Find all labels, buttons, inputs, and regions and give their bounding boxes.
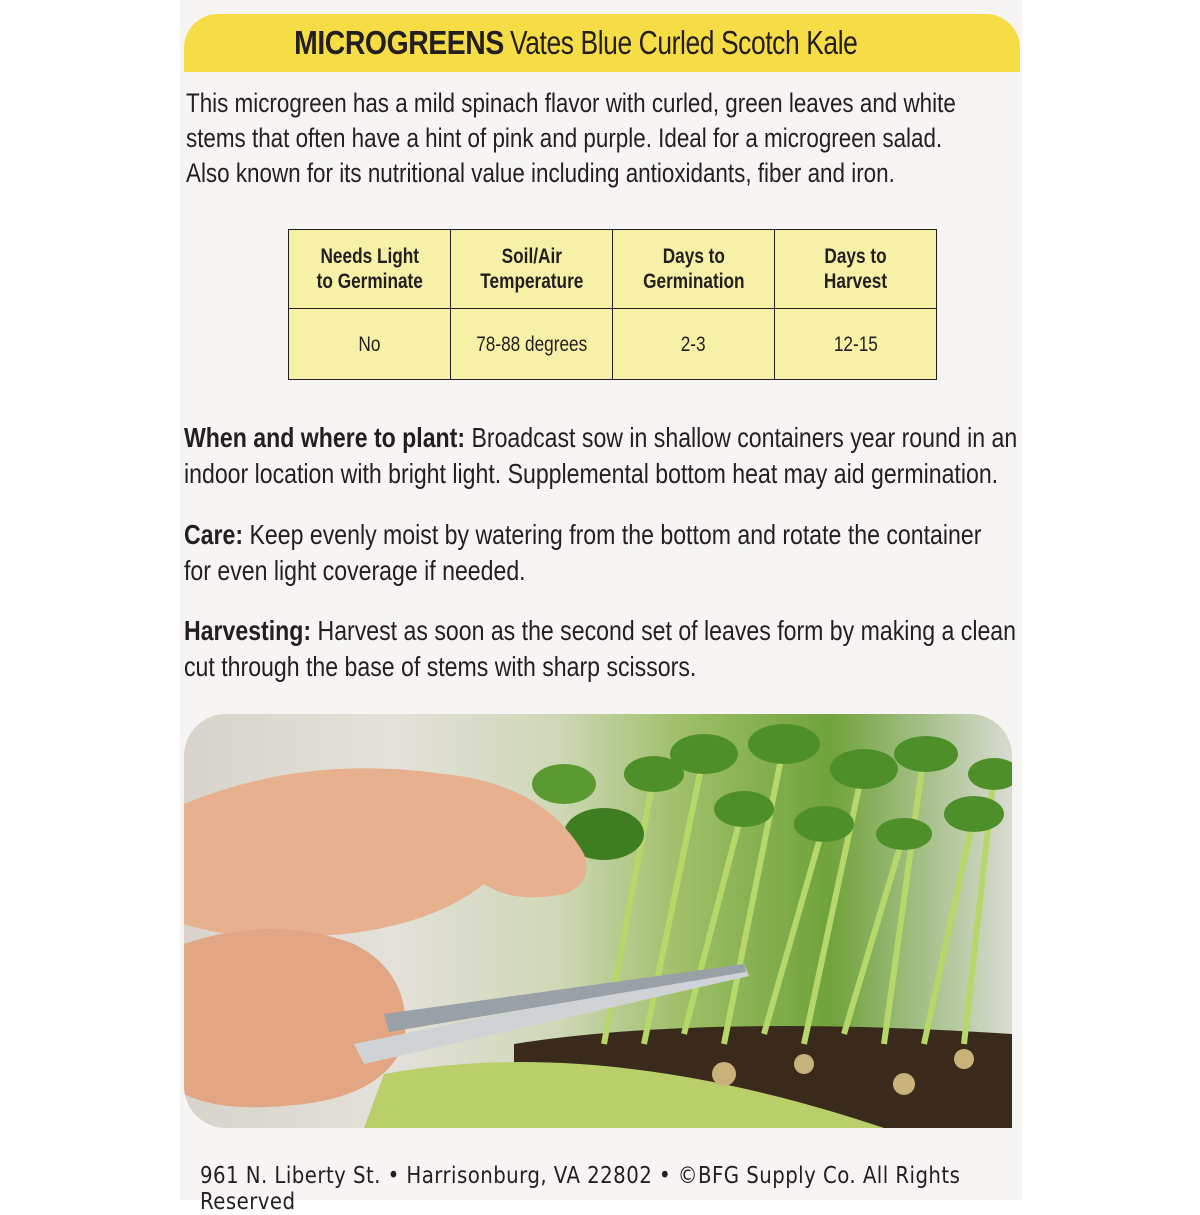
section-label: Care:: [184, 519, 244, 550]
header-line: Needs Light: [320, 245, 419, 268]
table-header-row: [289, 230, 937, 309]
variety-title: Vates Blue Curled Scotch Kale: [509, 24, 858, 61]
table-header-cell: [451, 230, 613, 309]
section-label: Harvesting:: [184, 615, 312, 646]
header-line: Days to: [662, 245, 725, 268]
table-cell: [775, 309, 937, 380]
cell-value: 2-3: [681, 332, 706, 356]
harvesting-section: [184, 613, 1017, 685]
section-text: Harvest as soon as the second set of leaves form by making a clean: [311, 615, 1016, 646]
header-line: Temperature: [479, 270, 584, 293]
photo-illustration: [184, 714, 1012, 1128]
header-line: Harvest: [823, 270, 888, 293]
header-line: Days to: [824, 245, 887, 268]
description-line: Also known for its nutritional value including antioxidants, fiber and iron.: [186, 158, 895, 188]
section-text: indoor location with bright light. Supplemental bottom heat may aid germination.: [184, 458, 999, 489]
packet-header: [184, 14, 1020, 72]
lower-hand: [184, 929, 405, 1107]
when-where-section: [184, 420, 1017, 492]
table-header-cell: [613, 230, 775, 309]
cell-value: No: [358, 332, 381, 356]
hand: [184, 768, 587, 937]
header-line: to Germinate: [316, 270, 423, 293]
cell-value: 12-15: [833, 332, 878, 356]
cell-value: 78-88 degrees: [475, 332, 588, 356]
section-text: cut through the base of stems with sharp scissors.: [184, 651, 697, 682]
table-header-cell: [775, 230, 937, 309]
table-row: [289, 309, 937, 380]
description: [186, 86, 1016, 191]
footer-address: 961 N. Liberty St. • Harrisonburg, VA 22802 • ©BFG Supply Co. All Rights Reserved: [200, 1163, 961, 1215]
section-label: When and where to plant:: [184, 422, 466, 453]
section-text: for even light coverage if needed.: [184, 555, 526, 586]
table-cell: [289, 309, 451, 380]
section-text: Broadcast sow in shallow containers year round in an: [465, 422, 1018, 453]
table-cell: [451, 309, 613, 380]
description-line: stems that often have a hint of pink and purple. Ideal for a microgreen salad.: [186, 123, 943, 153]
description-line: This microgreen has a mild spinach flavor with curled, green leaves and white: [186, 88, 956, 118]
category-title: MICROGREENS: [294, 24, 504, 61]
table-cell: [613, 309, 775, 380]
care-section: [184, 517, 1017, 589]
microgreens-harvest-photo: [184, 714, 1012, 1128]
header-line: Soil/Air: [501, 245, 562, 268]
header-line: Germination: [642, 270, 745, 293]
growing-info-table: [288, 229, 937, 380]
section-text: Keep evenly moist by watering from the bottom and rotate the container: [243, 519, 982, 550]
table-header-cell: [289, 230, 451, 309]
